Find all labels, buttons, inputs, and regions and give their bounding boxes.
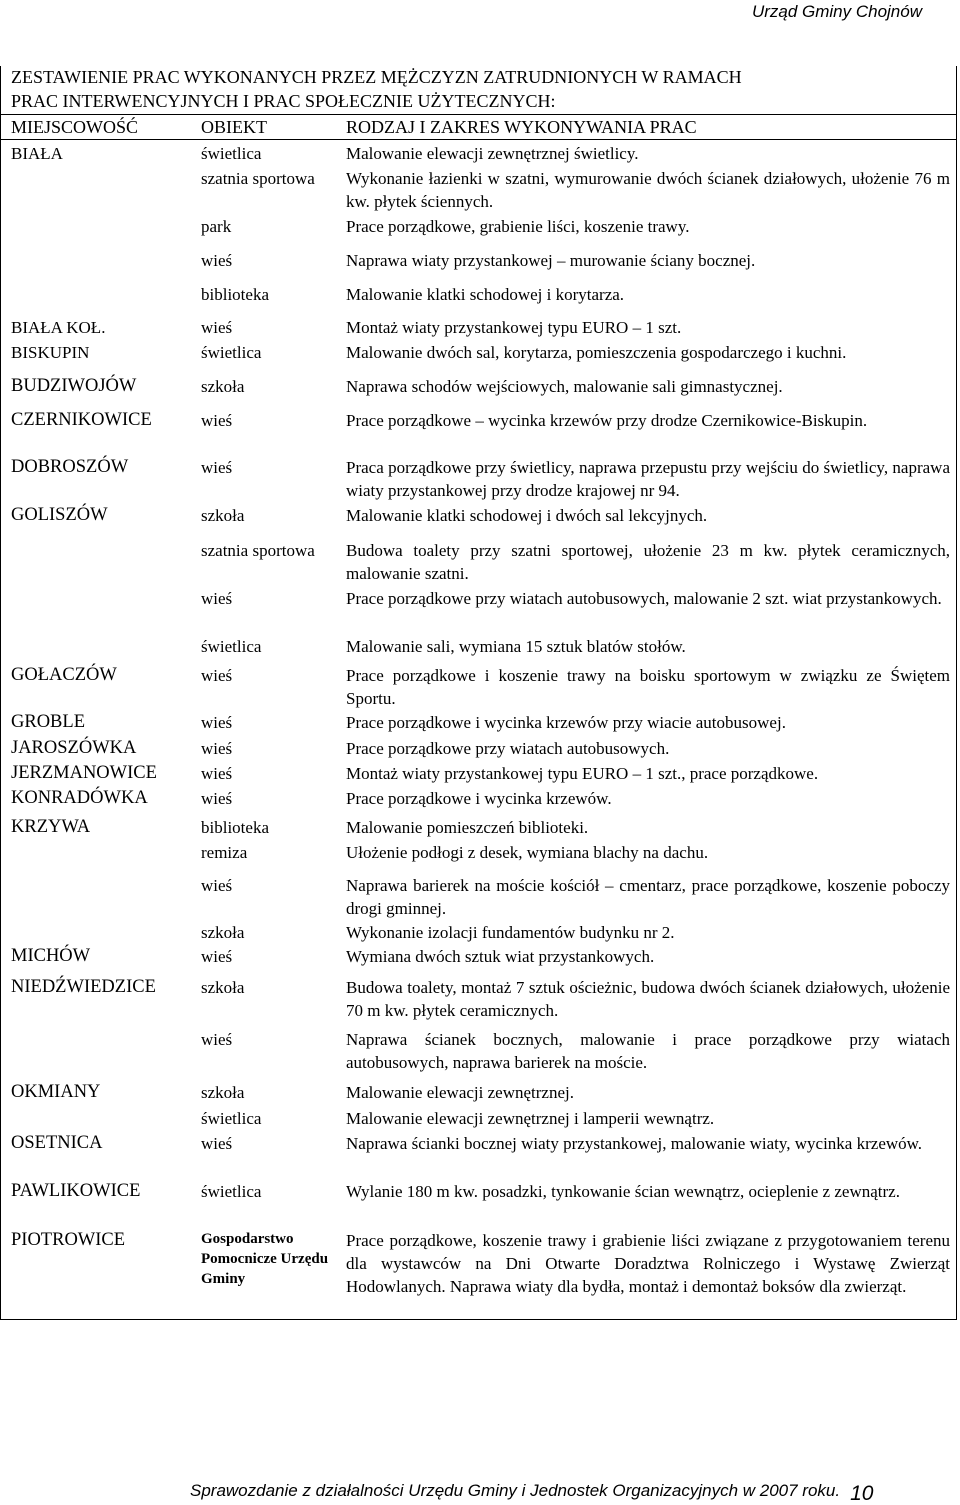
place-cell: OSETNICA bbox=[11, 1133, 103, 1153]
work-cell: Praca porządkowe przy świetlicy, naprawa przepustu przy wejściu do świetlicy, naprawa wiaty przystankowej przy drodze krajowej nr 94. bbox=[346, 458, 950, 500]
table-body bbox=[1, 66, 956, 1319]
place-cell: JERZMANOWICE bbox=[11, 763, 157, 783]
page-number: 10 bbox=[850, 1482, 874, 1505]
place-cell: GOLISZÓW bbox=[11, 505, 108, 525]
object-cell: wieś bbox=[201, 1134, 233, 1153]
place-cell: DOBROSZÓW bbox=[11, 457, 129, 477]
work-cell: Naprawa barierek na moście kościół – cmentarz, prace porządkowe, koszenie poboczy drogi gminnej. bbox=[346, 876, 950, 918]
place-cell: KONRADÓWKA bbox=[11, 788, 148, 808]
object-cell: remiza bbox=[201, 843, 248, 862]
place-cell: GROBLE bbox=[11, 712, 85, 732]
work-cell: Prace porządkowe – wycinka krzewów przy drodze Czernikowice-Biskupin. bbox=[346, 411, 868, 430]
work-cell: Naprawa ścianek bocznych, malowanie i prace porządkowe przy wiatach autobusowych, naprawa barierek na moście. bbox=[346, 1030, 950, 1072]
running-header: Urząd Gminy Chojnów bbox=[751, 2, 922, 21]
place-cell: BIAŁA bbox=[11, 144, 63, 163]
work-cell: Prace porządkowe i wycinka krzewów. bbox=[346, 789, 612, 808]
object-cell: wieś bbox=[201, 739, 233, 758]
work-cell: Malowanie dwóch sal, korytarza, pomieszczenia gospodarczego i kuchni. bbox=[346, 343, 847, 362]
work-cell: Naprawa schodów wejściowych, malowanie sali gimnastycznej. bbox=[346, 377, 783, 396]
object-cell: szkoła bbox=[201, 923, 245, 942]
table-title-line-2: PRAC INTERWENCYJNYCH I PRAC SPOŁECZNIE UŻYTECZNYCH: bbox=[11, 91, 556, 111]
object-cell: wieś bbox=[201, 876, 233, 895]
work-cell: Malowanie sali, wymiana 15 sztuk blatów stołów. bbox=[346, 637, 686, 656]
object-cell: wieś bbox=[201, 947, 233, 966]
work-cell: Malowanie pomieszczeń biblioteki. bbox=[346, 818, 589, 837]
object-cell: wieś bbox=[201, 318, 233, 337]
object-cell: wieś bbox=[201, 589, 233, 608]
work-cell: Ułożenie podłogi z desek, wymiana blachy na dachu. bbox=[346, 843, 709, 862]
work-cell: Naprawa wiaty przystankowej – murowanie ściany bocznej. bbox=[346, 251, 756, 270]
work-cell: Malowanie klatki schodowej i korytarza. bbox=[346, 285, 625, 304]
object-cell: biblioteka bbox=[201, 285, 269, 304]
work-cell: Malowanie elewacji zewnętrznej. bbox=[346, 1083, 574, 1102]
place-cell: CZERNIKOWICE bbox=[11, 410, 152, 430]
work-cell: Prace porządkowe, koszenie trawy i grabienie liści związane z przygotowaniem terenu dla wystawców na Dni Otwarte Doradztwa Rolniczego i Wystawę Zwierząt Hodowlanych. Naprawa wiaty dla bydła, montaż i demontaż boksów dla zwierząt. bbox=[346, 1231, 950, 1296]
work-cell: Naprawa ścianki bocznej wiaty przystankowej, malowanie wiaty, wycinka krzewów. bbox=[346, 1134, 923, 1153]
work-cell: Budowa toalety przy szatni sportowej, ułożenie 23 m kw. płytek ceramicznych, malowanie szatni. bbox=[346, 541, 950, 583]
place-cell: BUDZIWOJÓW bbox=[11, 376, 137, 396]
work-cell: Malowanie elewacji zewnętrznej świetlicy. bbox=[346, 144, 639, 163]
place-cell: NIEDŹWIEDZICE bbox=[11, 977, 156, 997]
place-cell: OKMIANY bbox=[11, 1082, 101, 1102]
object-cell: świetlica bbox=[201, 1109, 262, 1128]
object-cell: szatnia sportowa bbox=[201, 541, 315, 560]
work-cell: Prace porządkowe i koszenie trawy na boisku sportowym w związku ze Świętem Sportu. bbox=[346, 666, 950, 708]
place-cell: PAWLIKOWICE bbox=[11, 1181, 141, 1201]
work-cell: Wylanie 180 m kw. posadzki, tynkowanie ścian wewnątrz, ocieplenie z zewnątrz. bbox=[346, 1182, 900, 1201]
work-cell: Prace porządkowe i wycinka krzewów przy wiacie autobusowej. bbox=[346, 713, 786, 732]
object-cell: wieś bbox=[201, 1030, 233, 1049]
work-cell: Prace porządkowe przy wiatach autobusowych, malowanie 2 szt. wiat przystankowych. bbox=[346, 589, 942, 608]
place-cell: PIOTROWICE bbox=[11, 1230, 126, 1250]
footer-text: Sprawozdanie z działalności Urzędu Gminy i Jednostek Organizacyjnych w 2007 roku. bbox=[190, 1481, 841, 1500]
work-cell: Wykonanie łazienki w szatni, wymurowanie dwóch ścianek działowych, ułożenie 76 m kw. płytek ściennych. bbox=[346, 169, 950, 211]
page-footer bbox=[190, 1478, 874, 1505]
works-table bbox=[0, 66, 957, 1320]
object-cell: park bbox=[201, 217, 232, 236]
object-cell: świetlica bbox=[201, 144, 262, 163]
object-cell: Gospodarstwo Pomocnicze Urzędu Gminy bbox=[201, 1231, 329, 1287]
object-cell: wieś bbox=[201, 764, 233, 783]
object-cell: świetlica bbox=[201, 1182, 262, 1201]
place-cell: GOŁACZÓW bbox=[11, 665, 117, 685]
work-cell: Malowanie klatki schodowej i dwóch sal lekcyjnych. bbox=[346, 506, 708, 525]
work-cell: Wykonanie izolacji fundamentów budynku nr 2. bbox=[346, 923, 675, 942]
object-cell: szkoła bbox=[201, 377, 245, 396]
object-cell: wieś bbox=[201, 458, 233, 477]
object-cell: szkoła bbox=[201, 506, 245, 525]
column-header-place: MIEJSCOWOŚĆ bbox=[11, 117, 139, 137]
place-cell: BISKUPIN bbox=[11, 343, 90, 362]
object-cell: wieś bbox=[201, 713, 233, 732]
object-cell: szkoła bbox=[201, 1083, 245, 1102]
work-cell: Wymiana dwóch sztuk wiat przystankowych. bbox=[346, 947, 655, 966]
work-cell: Montaż wiaty przystankowej typu EURO – 1 szt., prace porządkowe. bbox=[346, 764, 819, 783]
object-cell: szatnia sportowa bbox=[201, 169, 315, 188]
object-cell: świetlica bbox=[201, 637, 262, 656]
object-cell: świetlica bbox=[201, 343, 262, 362]
object-cell: wieś bbox=[201, 789, 233, 808]
object-cell: szkoła bbox=[201, 978, 245, 997]
column-header-object: OBIEKT bbox=[201, 117, 267, 137]
work-cell: Montaż wiaty przystankowej typu EURO – 1 szt. bbox=[346, 318, 682, 337]
work-cell: Malowanie elewacji zewnętrznej i lamperii wewnątrz. bbox=[346, 1109, 715, 1128]
object-cell: wieś bbox=[201, 411, 233, 430]
work-cell: Prace porządkowe przy wiatach autobusowych. bbox=[346, 739, 670, 758]
table-title-line-1: ZESTAWIENIE PRAC WYKONANYCH PRZEZ MĘŻCZYZN ZATRUDNIONYCH W RAMACH bbox=[11, 67, 742, 87]
place-cell: KRZYWA bbox=[11, 817, 91, 837]
column-header-work: RODZAJ I ZAKRES WYKONYWANIA PRAC bbox=[346, 117, 697, 137]
object-cell: biblioteka bbox=[201, 818, 269, 837]
work-cell: Budowa toalety, montaż 7 sztuk ościeżnic, budowa dwóch ścianek działowych, ułożenie 70 m kw. płytek ceramicznych. bbox=[346, 978, 950, 1020]
place-cell: JAROSZÓWKA bbox=[11, 738, 137, 758]
object-cell: wieś bbox=[201, 251, 233, 270]
place-cell: MICHÓW bbox=[11, 946, 91, 966]
object-cell: wieś bbox=[201, 666, 233, 685]
place-cell: BIAŁA KOŁ. bbox=[11, 318, 106, 337]
work-cell: Prace porządkowe, grabienie liści, koszenie trawy. bbox=[346, 217, 690, 236]
